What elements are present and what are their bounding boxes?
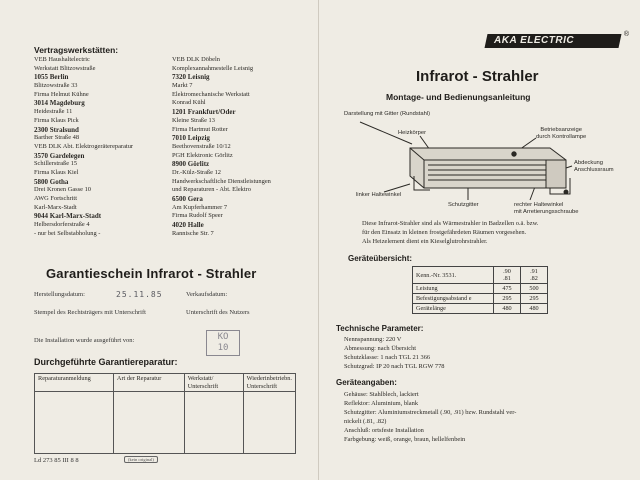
list-item: Anschluß: ortsfeste Installation <box>344 427 424 434</box>
list-item: 8900 Görlitz <box>172 160 210 169</box>
footer-mark: (kein original) <box>124 456 158 463</box>
list-item: nickelt (.81, .82) <box>344 418 387 425</box>
signature-user-label: Unterschrift des Nutzers <box>186 309 250 316</box>
list-item: 4020 Halle <box>172 221 204 230</box>
list-item: Firma Helmut Kühne <box>34 90 89 98</box>
list-item: Schillerstraße 15 <box>34 160 78 168</box>
list-item: Rannische Str. 7 <box>172 229 214 237</box>
page-fold <box>318 0 319 480</box>
table-cell <box>113 392 184 454</box>
list-item: Firma Hartmut Rotter <box>172 125 228 133</box>
list-item: Firma Rudolf Speer <box>172 212 223 220</box>
spec-table <box>412 266 548 314</box>
spec-value: 295 <box>521 294 548 304</box>
spec-label: Befestigungsabstand e <box>413 294 494 304</box>
guarantee-title: Garantieschein Infrarot - Strahler <box>46 266 257 281</box>
list-item: Komplexannahmestelle Leisnig <box>172 64 254 72</box>
spec-value: 295 <box>494 294 521 304</box>
label-abdeckung: Abdeckung Anschlussraum <box>574 160 614 173</box>
sale-date-label: Verkaufsdatum: <box>186 291 228 298</box>
brand-logo: AKA ELECTRIC ® <box>486 34 620 48</box>
list-item: Schutzgrad: IP 20 nach TGL RGW 778 <box>344 363 445 370</box>
list-item: 6500 Gera <box>172 195 203 203</box>
list-item: 1201 Frankfurt/Oder <box>172 108 236 117</box>
geraeteangaben-list <box>344 390 516 444</box>
stamp-legal-label: Stempel des Rechtsträgers mit Unterschrift <box>34 309 146 316</box>
spec-value: 500 <box>521 284 548 294</box>
col-header-registration: Reparaturanmeldung <box>35 374 114 392</box>
housing-body <box>410 148 566 188</box>
geraeteangaben-title: Geräteangaben: <box>336 378 397 387</box>
list-item: VEB DLK Abt. Elektrogerätereparatur <box>34 142 134 150</box>
leader-line <box>360 122 412 144</box>
list-item: Blitzowstraße 33 <box>34 82 78 90</box>
label-schutzgitter: Schutzgitter <box>448 202 479 208</box>
spec-value: 480 <box>494 304 521 314</box>
label-halte-links: linker Haltewinkel <box>356 192 402 198</box>
list-item: 7010 Leipzig <box>172 134 210 143</box>
list-item: Gehäuse: Stahlblech, lackiert <box>344 391 419 398</box>
list-item: und Reparaturen - Abt. Elektro <box>172 186 251 194</box>
list-item: Farbgebung: weiß, orange, braun, hellelfenbein <box>344 436 466 443</box>
list-item: Drei Kronen Gasse 10 <box>34 186 91 194</box>
label-heizkoerper: Heizkörper <box>398 130 427 136</box>
workshops-list-2 <box>172 56 271 238</box>
list-item: Firma Klaus Kiel <box>34 168 79 176</box>
inspection-stamp: KO 10 <box>206 330 240 356</box>
label-halte-rechts: rechter Haltewinkel mit Arretierungsschraube <box>514 202 579 215</box>
leader-line <box>384 184 410 192</box>
list-item: Konrad Kühl <box>172 99 206 107</box>
spec-label: Kenn.-Nr. 3531. <box>413 267 494 284</box>
diagram-caption-top: Darstellung mit Gitter (Rundstahl) <box>344 111 431 117</box>
col-header-recommission: Wiederinbetriebn. Unterschrift <box>243 374 295 392</box>
col-header-workshop: Werkstatt/ Unterschrift <box>184 374 243 392</box>
list-item: Markt 7 <box>172 82 193 90</box>
locking-screw <box>564 190 568 194</box>
intro-line-3: Als Heizelement dient ein Kieselglutrohrstrahler. <box>362 238 488 245</box>
list-item: Reflektor: Aluminium, blank <box>344 400 419 407</box>
list-item: Dr.-Külz-Straße 12 <box>172 168 221 176</box>
tech-params <box>344 335 444 371</box>
list-item: 1055 Berlin <box>34 73 69 82</box>
intro-line-1: Diese Infrarot-Strahler sind als Wärmestrahler in Badzellen o.ä. bzw. <box>362 220 539 227</box>
footer-code: Ld 273 85 III 8 8 <box>34 457 79 464</box>
spec-value: .91 .82 <box>521 267 548 284</box>
spec-label: Gerätelänge <box>413 304 494 314</box>
table-cell <box>243 392 295 454</box>
list-item: AWG Fortschritt <box>34 195 77 202</box>
installation-label: Die Installation wurde ausgeführt von: <box>34 337 135 344</box>
list-item: Werkstatt Blitzowstraße <box>34 64 96 72</box>
heater-diagram <box>340 118 620 218</box>
list-item: Karl-Marx-Stadt <box>34 203 77 211</box>
list-item: Am Kupferhammer 7 <box>172 203 228 211</box>
connection-cover <box>546 160 566 188</box>
manual-subtitle: Montage- und Bedienungsanleitung <box>386 92 531 102</box>
list-item: VEB DLK Döbeln <box>172 56 220 63</box>
intro-line-2: für den Einsatz in kleinen frostgefährdeten Räumen vorgesehen. <box>362 229 527 236</box>
list-item: 5800 Gotha <box>34 177 69 186</box>
overview-title: Geräteübersicht: <box>348 254 413 263</box>
list-item: Handwerkschaftliche Dienstleistungen <box>172 177 271 185</box>
list-item: PGH Elektronic Görlitz <box>172 151 233 159</box>
tech-title: Technische Parameter: <box>336 324 424 333</box>
list-item: - nur bei Selbstabholung - <box>34 229 101 237</box>
spec-value: 480 <box>521 304 548 314</box>
indicator-lamp <box>512 152 516 156</box>
list-item: Abmessung: nach Übersicht <box>344 345 417 352</box>
list-item: Barther Straße 48 <box>34 134 80 142</box>
spec-value: 475 <box>494 284 521 294</box>
list-item: 2300 Stralsund <box>34 125 79 134</box>
repairs-table <box>34 373 296 454</box>
label-betriebsanzeige: Betriebsanzeige durch Kontrollampe <box>536 127 587 140</box>
table-cell <box>184 392 243 454</box>
list-item: 9044 Karl-Marx-Stadt <box>34 212 102 221</box>
spec-value: .90 .81 <box>494 267 521 284</box>
list-item: Schutzgitter: Aluminiumstreckmetall (.90, .91) bzw. Rundstahl ver- <box>344 409 517 416</box>
production-date-label: Herstellungsdatum: <box>34 291 85 298</box>
production-date-stamp: 25.11.85 <box>116 290 163 299</box>
col-header-repair-type: Art der Reparatur <box>113 374 184 392</box>
table-cell <box>35 392 114 454</box>
workshops-list-1 <box>34 56 133 238</box>
list-item: Kleine Straße 13 <box>172 116 215 124</box>
list-item: Firma Klaus Pick <box>34 116 79 124</box>
product-title: Infrarot - Strahler <box>416 68 539 85</box>
list-item: 3014 Magdeburg <box>34 99 85 108</box>
workshops-title: Vertragswerkstätten: <box>34 45 119 55</box>
list-item: Schutzklasse: 1 nach TGL 21 366 <box>344 354 431 361</box>
list-item: Elektromechanische Werkstatt <box>172 90 250 98</box>
list-item: Nennspannung: 220 V <box>344 336 402 343</box>
list-item: 3570 Gardelegen <box>34 151 85 160</box>
list-item: VEB Haushaltelectric <box>34 56 90 63</box>
list-item: Helbersdorferstraße 4 <box>34 221 90 229</box>
list-item: 7320 Leisnig <box>172 73 210 82</box>
list-item: Heidestraße 11 <box>34 108 73 116</box>
repairs-title: Durchgeführte Garantiereparatur: <box>34 357 178 367</box>
spec-label: Leistung <box>413 284 494 294</box>
list-item: Beethovenstraße 10/12 <box>172 142 231 150</box>
